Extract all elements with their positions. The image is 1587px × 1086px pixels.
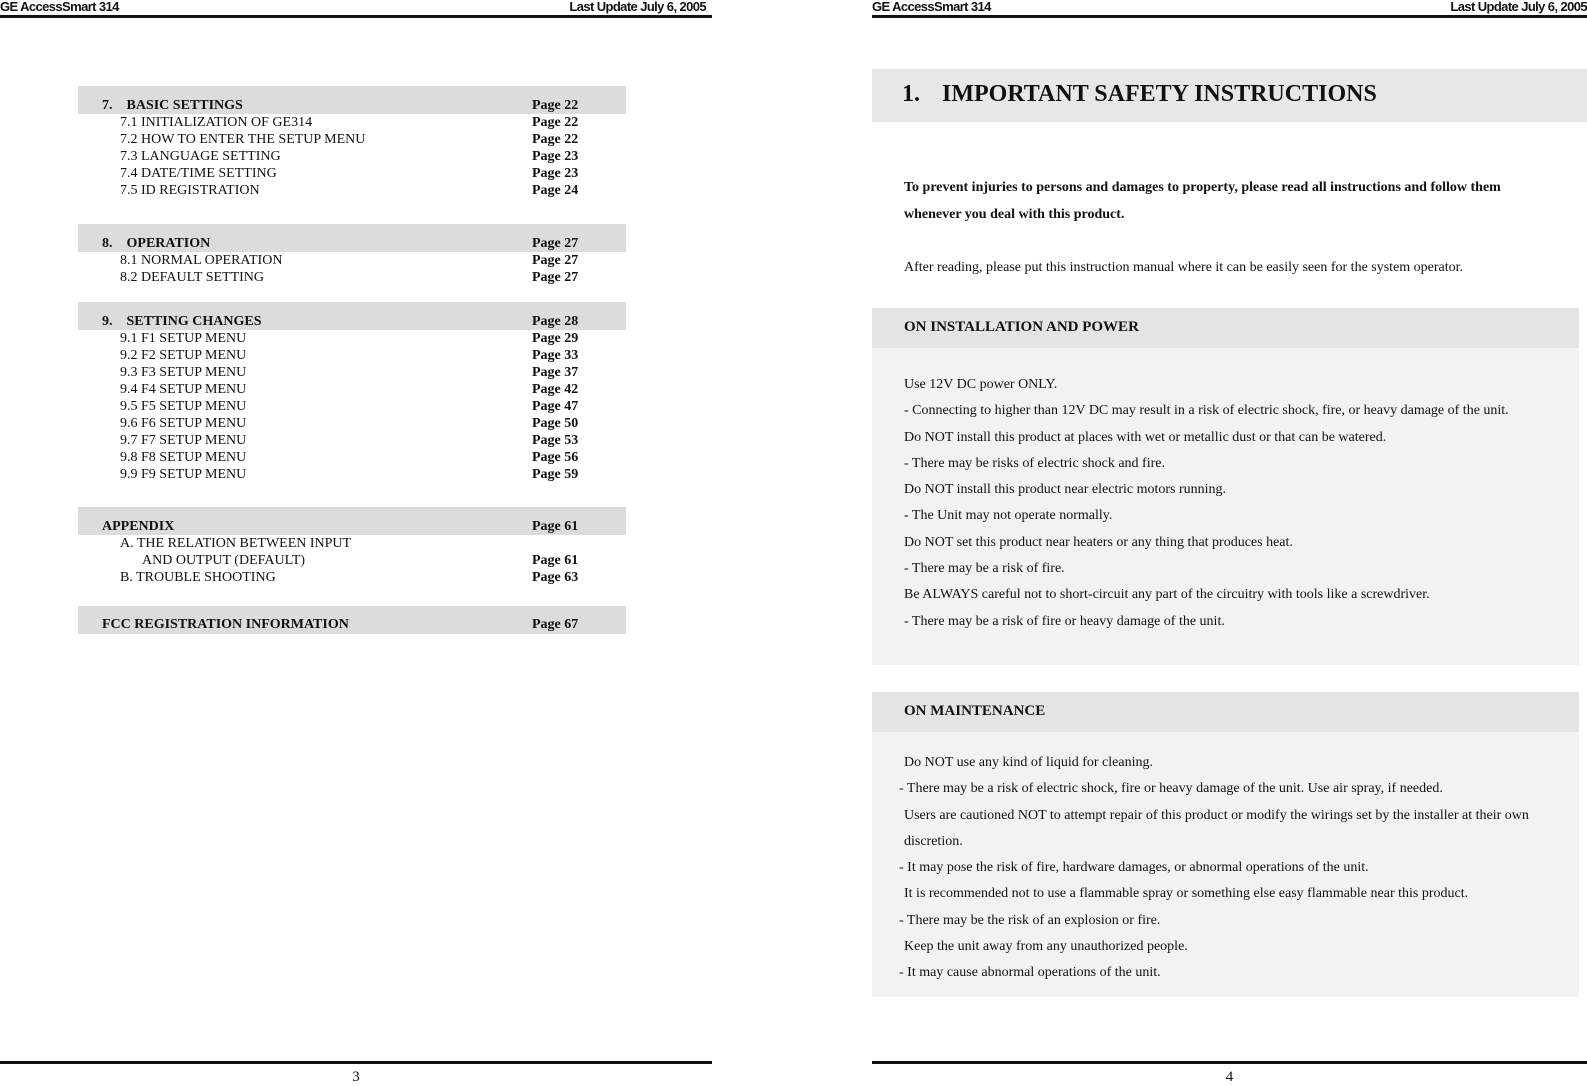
toc-section-number: 9. <box>102 314 113 329</box>
instruction-line: - There may be the risk of an explosion or fire. <box>899 912 1161 928</box>
toc-item <box>78 381 626 398</box>
toc-section-heading <box>78 302 626 330</box>
intro-warning-line: To prevent injuries to persons and damages to property, please read all instructions and follow them <box>904 180 1501 195</box>
maintenance-heading <box>872 692 1579 732</box>
toc-item-page: Page 63 <box>532 570 579 585</box>
toc-item-title: 7.1 INITIALIZATION OF GE314 <box>120 115 313 130</box>
toc-section-title: BASIC SETTINGS <box>126 98 243 113</box>
toc-item-title: 7.2 HOW TO ENTER THE SETUP MENU <box>120 132 366 147</box>
toc-item <box>78 552 626 569</box>
running-header-right <box>872 0 1587 18</box>
toc-item-page: Page 29 <box>532 331 579 346</box>
toc-section-title: APPENDIX <box>102 519 175 534</box>
header-update-date: Last Update July 6, 2005 <box>1450 0 1587 14</box>
toc-item-page: Page 23 <box>532 166 579 181</box>
instruction-line: - There may be risks of electric shock and fire. <box>904 455 1165 471</box>
toc-item-page: Page 22 <box>532 132 579 147</box>
toc-item-title: 9.6 F6 SETUP MENU <box>120 416 247 431</box>
right-page <box>872 0 1587 1086</box>
toc-item-title: 7.3 LANGUAGE SETTING <box>120 149 281 164</box>
toc-item-title: 9.2 F2 SETUP MENU <box>120 348 247 363</box>
intro-note: After reading, please put this instruction manual where it can be easily seen for the system operator. <box>904 260 1464 275</box>
toc-section-number: 8. <box>102 236 113 251</box>
toc-item-page: Page 27 <box>532 270 579 285</box>
toc-section-heading <box>78 507 626 535</box>
toc-item-page: Page 53 <box>532 433 579 448</box>
toc-section-fcc <box>78 606 626 634</box>
header-update-date: Last Update July 6, 2005 <box>569 0 706 14</box>
toc-item-title: AND OUTPUT (DEFAULT) <box>142 553 306 568</box>
toc-item-title: 8.2 DEFAULT SETTING <box>120 270 265 285</box>
instruction-line: - There may be a risk of fire. <box>904 561 1065 577</box>
toc-item-title: 9.9 F9 SETUP MENU <box>120 467 247 482</box>
intro-warning <box>904 175 1584 228</box>
toc-item-page: Page 24 <box>532 183 579 198</box>
toc-item-page: Page 61 <box>532 553 579 568</box>
toc-item <box>78 347 626 364</box>
toc-section-page: Page 27 <box>532 236 579 251</box>
toc-item <box>78 330 626 347</box>
toc-section-heading <box>78 606 626 634</box>
page-number: 4 <box>1225 1069 1234 1085</box>
toc-section-setting-changes <box>78 302 626 483</box>
toc-item-page: Page 33 <box>532 348 579 363</box>
instruction-line: Users are cautioned NOT to attempt repair of this product or modify the wirings set by the installer at their own <box>904 807 1529 823</box>
toc-section-appendix <box>78 507 626 586</box>
toc-item-title: B. TROUBLE SHOOTING <box>120 570 276 585</box>
toc-section-page: Page 22 <box>532 98 579 113</box>
toc-item <box>78 269 626 286</box>
toc-item-page: Page 37 <box>532 365 579 380</box>
instruction-line: - There may be a risk of electric shock, fire or heavy damage of the unit. Use air spray, if needed. <box>899 781 1443 797</box>
toc-item-page: Page 22 <box>532 115 579 130</box>
toc-item-title: 9.1 F1 SETUP MENU <box>120 331 247 346</box>
toc-item-title: 9.5 F5 SETUP MENU <box>120 399 247 414</box>
box-heading-text: ON INSTALLATION AND POWER <box>904 319 1139 335</box>
toc-section-title: FCC REGISTRATION INFORMATION <box>102 617 349 632</box>
toc-item-title: 9.4 F4 SETUP MENU <box>120 382 247 397</box>
toc-item-page: Page 42 <box>532 382 579 397</box>
instruction-line: Do NOT set this product near heaters or any thing that produces heat. <box>904 534 1293 550</box>
instruction-line: Do NOT install this product near electric motors running. <box>904 482 1227 498</box>
toc-section-title: SETTING CHANGES <box>126 314 262 329</box>
instruction-line: It is recommended not to use a flammable spray or something else easy flammable near this product. <box>904 886 1469 902</box>
toc-item <box>78 182 626 199</box>
instruction-line: Keep the unit away from any unauthorized people. <box>904 939 1188 955</box>
toc-section-page: Page 61 <box>532 519 579 534</box>
toc-item <box>78 114 626 131</box>
running-header-left <box>0 0 712 18</box>
toc-section-heading <box>78 86 626 114</box>
toc-item <box>78 449 626 466</box>
maintenance-box <box>872 692 1579 997</box>
header-product-title: GE AccessSmart 314 <box>872 0 991 14</box>
installation-instructions <box>872 372 1579 635</box>
toc-item <box>78 535 626 552</box>
toc-section-page: Page 28 <box>532 314 579 329</box>
toc-item <box>78 131 626 148</box>
instruction-line: - It may pose the risk of fire, hardware damages, or abnormal operations of the unit. <box>899 860 1369 876</box>
toc-item <box>78 252 626 269</box>
toc-item-title: A. THE RELATION BETWEEN INPUT <box>120 536 352 551</box>
toc-item-title: 7.4 DATE/TIME SETTING <box>120 166 277 181</box>
toc-section-number: 7. <box>102 98 113 113</box>
instruction-line: - There may be a risk of fire or heavy damage of the unit. <box>904 613 1225 629</box>
footer-rule <box>872 1061 1587 1064</box>
toc-item <box>78 364 626 381</box>
instruction-line: Use 12V DC power ONLY. <box>904 377 1058 392</box>
instruction-line: Do NOT install this product at places with wet or metallic dust or that can be watered. <box>904 429 1387 445</box>
toc-item <box>78 466 626 483</box>
instruction-line: - It may cause abnormal operations of the unit. <box>899 965 1161 981</box>
toc-item-title: 9.7 F7 SETUP MENU <box>120 433 247 448</box>
toc-item-page: Page 47 <box>532 399 579 414</box>
section-number: 1. <box>902 81 920 107</box>
toc-item-page: Page 56 <box>532 450 579 465</box>
installation-power-box <box>872 308 1579 665</box>
toc-item-page: Page 59 <box>532 467 579 482</box>
toc-item-title: 7.5 ID REGISTRATION <box>120 183 260 198</box>
toc-item <box>78 165 626 182</box>
toc-item-title: 8.1 NORMAL OPERATION <box>120 253 283 268</box>
toc-item <box>78 432 626 449</box>
toc-section-heading <box>78 224 626 252</box>
toc-section-title: OPERATION <box>126 236 211 251</box>
toc-item-title: 9.3 F3 SETUP MENU <box>120 365 247 380</box>
toc-item <box>78 148 626 165</box>
installation-power-heading <box>872 308 1579 348</box>
instruction-line: discretion. <box>904 833 963 849</box>
toc-item-page: Page 50 <box>532 416 579 431</box>
toc-item <box>78 398 626 415</box>
intro-warning-line: whenever you deal with this product. <box>904 206 1125 222</box>
toc-section-operation <box>78 224 626 286</box>
toc-item-page: Page 27 <box>532 253 579 268</box>
instruction-line: Be ALWAYS careful not to short-circuit any part of the circuitry with tools like a screwdriver. <box>904 587 1430 603</box>
left-page <box>0 0 712 1086</box>
section-title-band <box>872 69 1587 122</box>
toc-item <box>78 569 626 586</box>
toc-section-page: Page 67 <box>532 617 579 632</box>
maintenance-instructions <box>872 750 1579 987</box>
toc-section-basic-settings <box>78 86 626 199</box>
toc-item-title: 9.8 F8 SETUP MENU <box>120 450 247 465</box>
instruction-line: - The Unit may not operate normally. <box>904 508 1113 524</box>
section-title: IMPORTANT SAFETY INSTRUCTIONS <box>942 81 1377 107</box>
page-number: 3 <box>352 1069 360 1085</box>
footer-rule <box>0 1061 712 1064</box>
header-product-title: GE AccessSmart 314 <box>0 0 119 14</box>
instruction-line: Do NOT use any kind of liquid for cleaning. <box>904 755 1153 770</box>
instruction-line: - Connecting to higher than 12V DC may result in a risk of electric shock, fire, or heavy damage of the unit. <box>904 403 1509 419</box>
toc-item <box>78 415 626 432</box>
toc-item-page: Page 23 <box>532 149 579 164</box>
box-heading-text: ON MAINTENANCE <box>904 703 1046 719</box>
